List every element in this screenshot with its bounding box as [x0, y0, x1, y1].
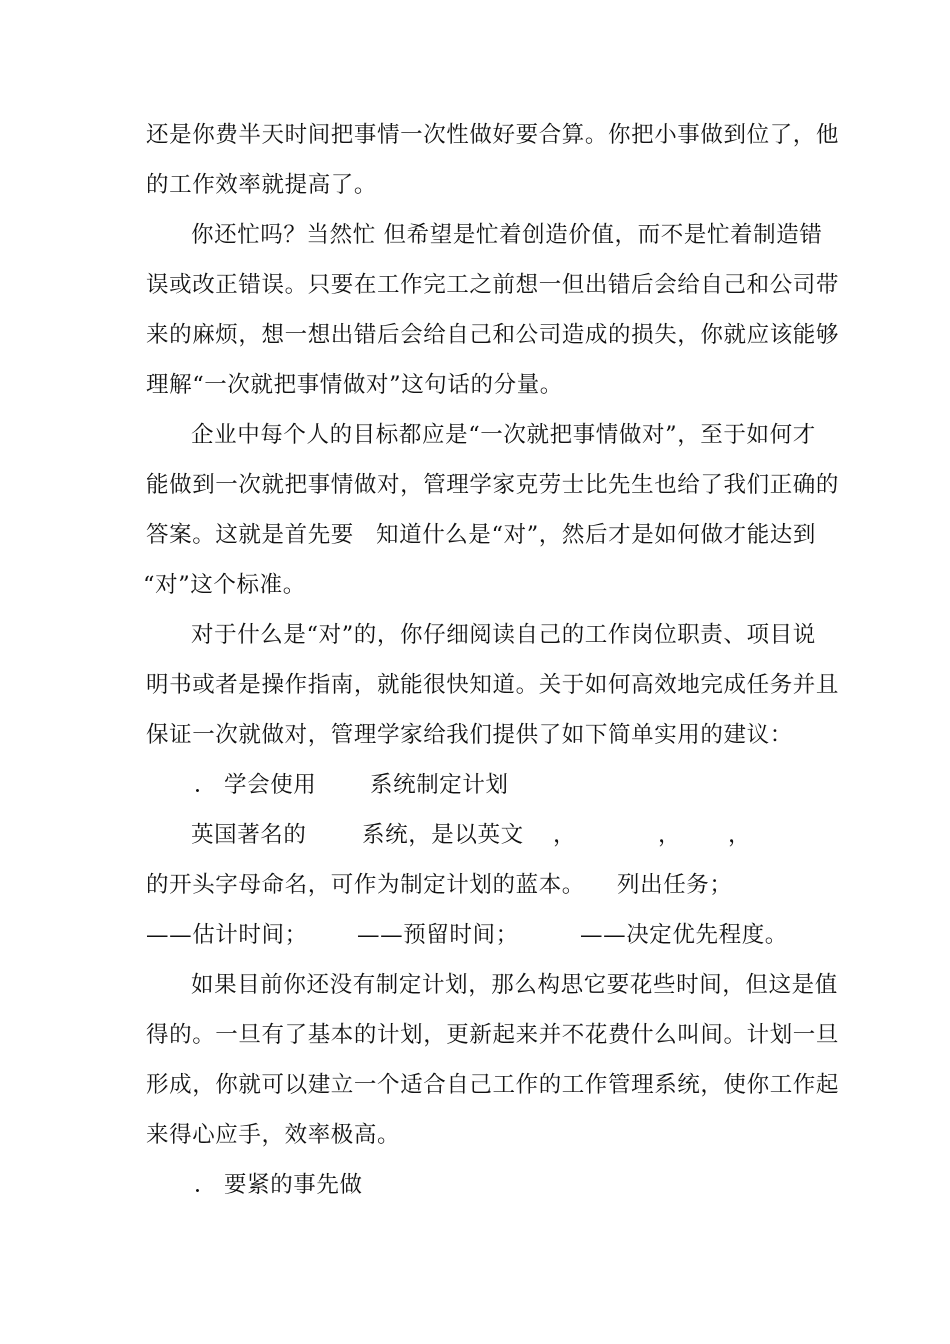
paragraph-line: 对于什么是“对”的，你仔细阅读自己的工作岗位职责、项目说 — [191, 622, 816, 648]
paragraph-line-part: ——决定优先程度。 — [580, 922, 788, 948]
paragraph-line: 如果目前你还没有制定计划，那么构思它要花些时间，但这是值 — [191, 972, 838, 998]
paragraph-line-part: 英国著名的 — [191, 822, 307, 848]
paragraph-line-part: 知道什么是“对”，然后才是如何做才能达到 — [376, 522, 817, 548]
section-heading: 系统制定计划 — [370, 772, 509, 798]
paragraph-line-part: ， — [553, 822, 577, 848]
paragraph-line-part: 答案。这就是首先要 — [146, 522, 354, 548]
section-heading: 学会使用 — [224, 772, 317, 798]
paragraph-line: “对”这个标准。 — [143, 572, 306, 598]
paragraph-line-part: 系统，是以英文 — [362, 822, 524, 848]
paragraph-line: 企业中每个人的目标都应是“一次就把事情做对”，至于如何才 — [191, 422, 816, 448]
paragraph-line: 理解“一次就把事情做对”这句话的分量。 — [146, 372, 563, 398]
paragraph-line-part: ——估计时间； — [146, 922, 308, 948]
list-marker: ． — [194, 772, 218, 798]
paragraph-line: 保证一次就做对，管理学家给我们提供了如下简单实用的建议： — [146, 722, 793, 748]
paragraph-line: 来得心应手，效率极高。 — [146, 1122, 401, 1148]
paragraph-line: 能做到一次就把事情做对，管理学家克劳士比先生也给了我们正确的 — [146, 472, 840, 498]
paragraph-line: 你还忙吗？当然忙 但希望是忙着创造价值，而不是忙着制造错 — [191, 222, 823, 248]
paragraph-line: 得的。一旦有了基本的计划，更新起来并不花费什么叫间。计划一旦 — [146, 1022, 840, 1048]
paragraph-line-part: ， — [728, 822, 752, 848]
paragraph-line: 明书或者是操作指南，就能很快知道。关于如何高效地完成任务并且 — [146, 672, 840, 698]
paragraph-line: 形成，你就可以建立一个适合自己工作的工作管理系统，使你工作起 — [146, 1072, 840, 1098]
paragraph-line: 来的麻烦，想一想出错后会给自己和公司造成的损失，你就应该能够 — [146, 322, 840, 348]
list-marker: ． — [194, 1172, 218, 1198]
paragraph-line-part: 列出任务； — [617, 872, 733, 898]
paragraph-line: 还是你费半天时间把事情一次性做好要合算。你把小事做到位了，他 — [146, 122, 840, 148]
paragraph-line-part: 的开头字母命名，可作为制定计划的蓝本。 — [146, 872, 585, 898]
section-heading: 要紧的事先做 — [224, 1172, 363, 1198]
paragraph-line: 的工作效率就提高了。 — [146, 172, 378, 198]
paragraph-line: 误或改正错误。只要在工作完工之前想一但出错后会给自己和公司带 — [146, 272, 840, 298]
paragraph-line-part: ——预留时间； — [357, 922, 519, 948]
paragraph-line-part: ， — [658, 822, 682, 848]
